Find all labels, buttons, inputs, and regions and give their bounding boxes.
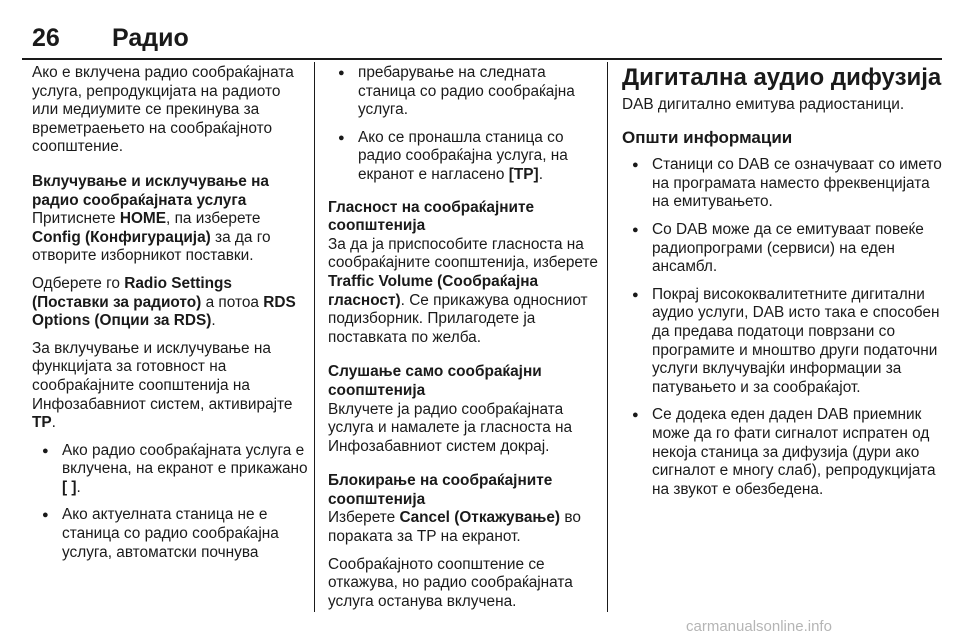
column-divider-2 bbox=[607, 62, 608, 612]
paragraph-listen-only: Вклучете ја радио сообраќајната услуга и намалете ја гласноста на Инфозабавниот систем докрај. bbox=[328, 400, 573, 455]
section-title-listen-only: Слушање само сообраќајни соопштенија bbox=[328, 363, 542, 399]
paragraph-activate-tp: За вклучување и исклучување на функцијата за готовност на сообраќајните соопштенија на Инфозабавниот систем, активирајте TP. bbox=[32, 339, 293, 432]
list-item: ● Се додека еден даден DAB приемник може да го фати сигналот испратен од некоја станица за дифузија (дури ако сигналот е многу слаб), репродукцијата на звукот е обезбедена. bbox=[622, 406, 942, 499]
paragraph-volume: За да ја приспособите гласноста на сообраќајните соопштенија, изберете Traffic Volume (Сообраќајна гласност). Се прикажува односниот подизборник. Прилагодете ја поставката по желба. bbox=[328, 235, 598, 346]
paragraph-block-result: Сообраќајното соопштение се откажува, но радио сообраќајната услуга останува вклучена. bbox=[328, 555, 573, 610]
list-item: ● Ако радио сообраќајната услуга е вклучена, на екранот е прикажано [ ]. bbox=[32, 442, 308, 498]
paragraph-block: Изберете Cancel (Откажување) во пораката за TP на екранот. bbox=[328, 509, 581, 546]
traffic-volume-label: Traffic Volume (Сообраќајна гласност) bbox=[328, 272, 539, 309]
cancel-label: Cancel (Откажување) bbox=[399, 509, 561, 527]
list-item: ● Со DAB може да се емитуваат повеќе радиопрограми (сервиси) на еден ансамбл. bbox=[622, 221, 942, 277]
config-label: Config (Конфигурација) bbox=[32, 228, 211, 246]
paragraph-dab-intro: DAB дигитално емитува радиостаници. bbox=[622, 96, 905, 113]
paragraph-open-settings: Притиснете HOME, па изберете Config (Конфигурација) за да го отворите изборникот поставки. bbox=[32, 210, 271, 265]
column-3 bbox=[622, 64, 942, 508]
list-item-continuation: ● пребарување на следната станица со радио сообраќајна услуга. bbox=[328, 64, 604, 120]
page-title: Радио bbox=[112, 24, 189, 52]
subsection-title-general: Општи информации bbox=[622, 127, 793, 147]
radio-settings-label: Radio Settings (Поставки за радиото) bbox=[32, 274, 232, 311]
list-item: ● Ако актуелната станица не е станица со радио сообраќајна услуга, автоматски почнува bbox=[32, 506, 308, 562]
list-item: ● Ако се пронашла станица со радио сообраќајна услуга, на екранот е нагласено [TP]. bbox=[328, 129, 604, 185]
section-title-toggle-traffic: Вклучување и исклучување на радио сообраќајната услуга bbox=[32, 172, 269, 209]
section-title-block: Блокирање на сообраќајните соопштенија bbox=[328, 472, 553, 508]
bullet-list-1 bbox=[32, 442, 308, 563]
list-item: ● Станици со DAB се означуваат со името на програмата наместо фреквенцијата на емитувањето. bbox=[622, 156, 942, 212]
tp-highlight-label: [TP] bbox=[508, 165, 539, 183]
watermark: carmanualsonline.info bbox=[686, 618, 832, 635]
rds-options-label: RDS Options (Опции за RDS) bbox=[32, 293, 296, 330]
section-title-dab: Дигитална аудио дифузија bbox=[622, 64, 942, 91]
paragraph-rds-options: Одберете го Radio Settings (Поставки за радиото) а потоа RDS Options (Опции за RDS). bbox=[32, 274, 296, 330]
tp-indicator-icon: [ ] bbox=[62, 478, 77, 496]
list-item: ● Покрај висококвалитетните дигитални аудио услуги, DAB исто така е способен да предава податоци поврзани со програмите и мноштво други податочни услуги вклучувајќи информации за патувањето и за сообраќајот. bbox=[622, 286, 942, 398]
tp-label: TP bbox=[32, 414, 52, 432]
page-number: 26 bbox=[32, 24, 60, 52]
column-1 bbox=[32, 64, 308, 568]
bullet-list-3 bbox=[622, 156, 942, 499]
home-label: HOME bbox=[119, 210, 167, 228]
column-divider-1 bbox=[314, 62, 315, 612]
header-rule bbox=[22, 58, 942, 60]
section-title-volume: Гласност на сообраќајните соопштенија bbox=[328, 198, 535, 235]
column-2 bbox=[328, 64, 604, 620]
bullet-list-2 bbox=[328, 64, 604, 185]
intro-paragraph: Ако е вклучена радио сообраќајната услуга, репродукцијата на радиото или медиумите се прекинува за времетраењето на сообраќајното соопштение. bbox=[32, 64, 294, 156]
page-header bbox=[0, 0, 960, 60]
